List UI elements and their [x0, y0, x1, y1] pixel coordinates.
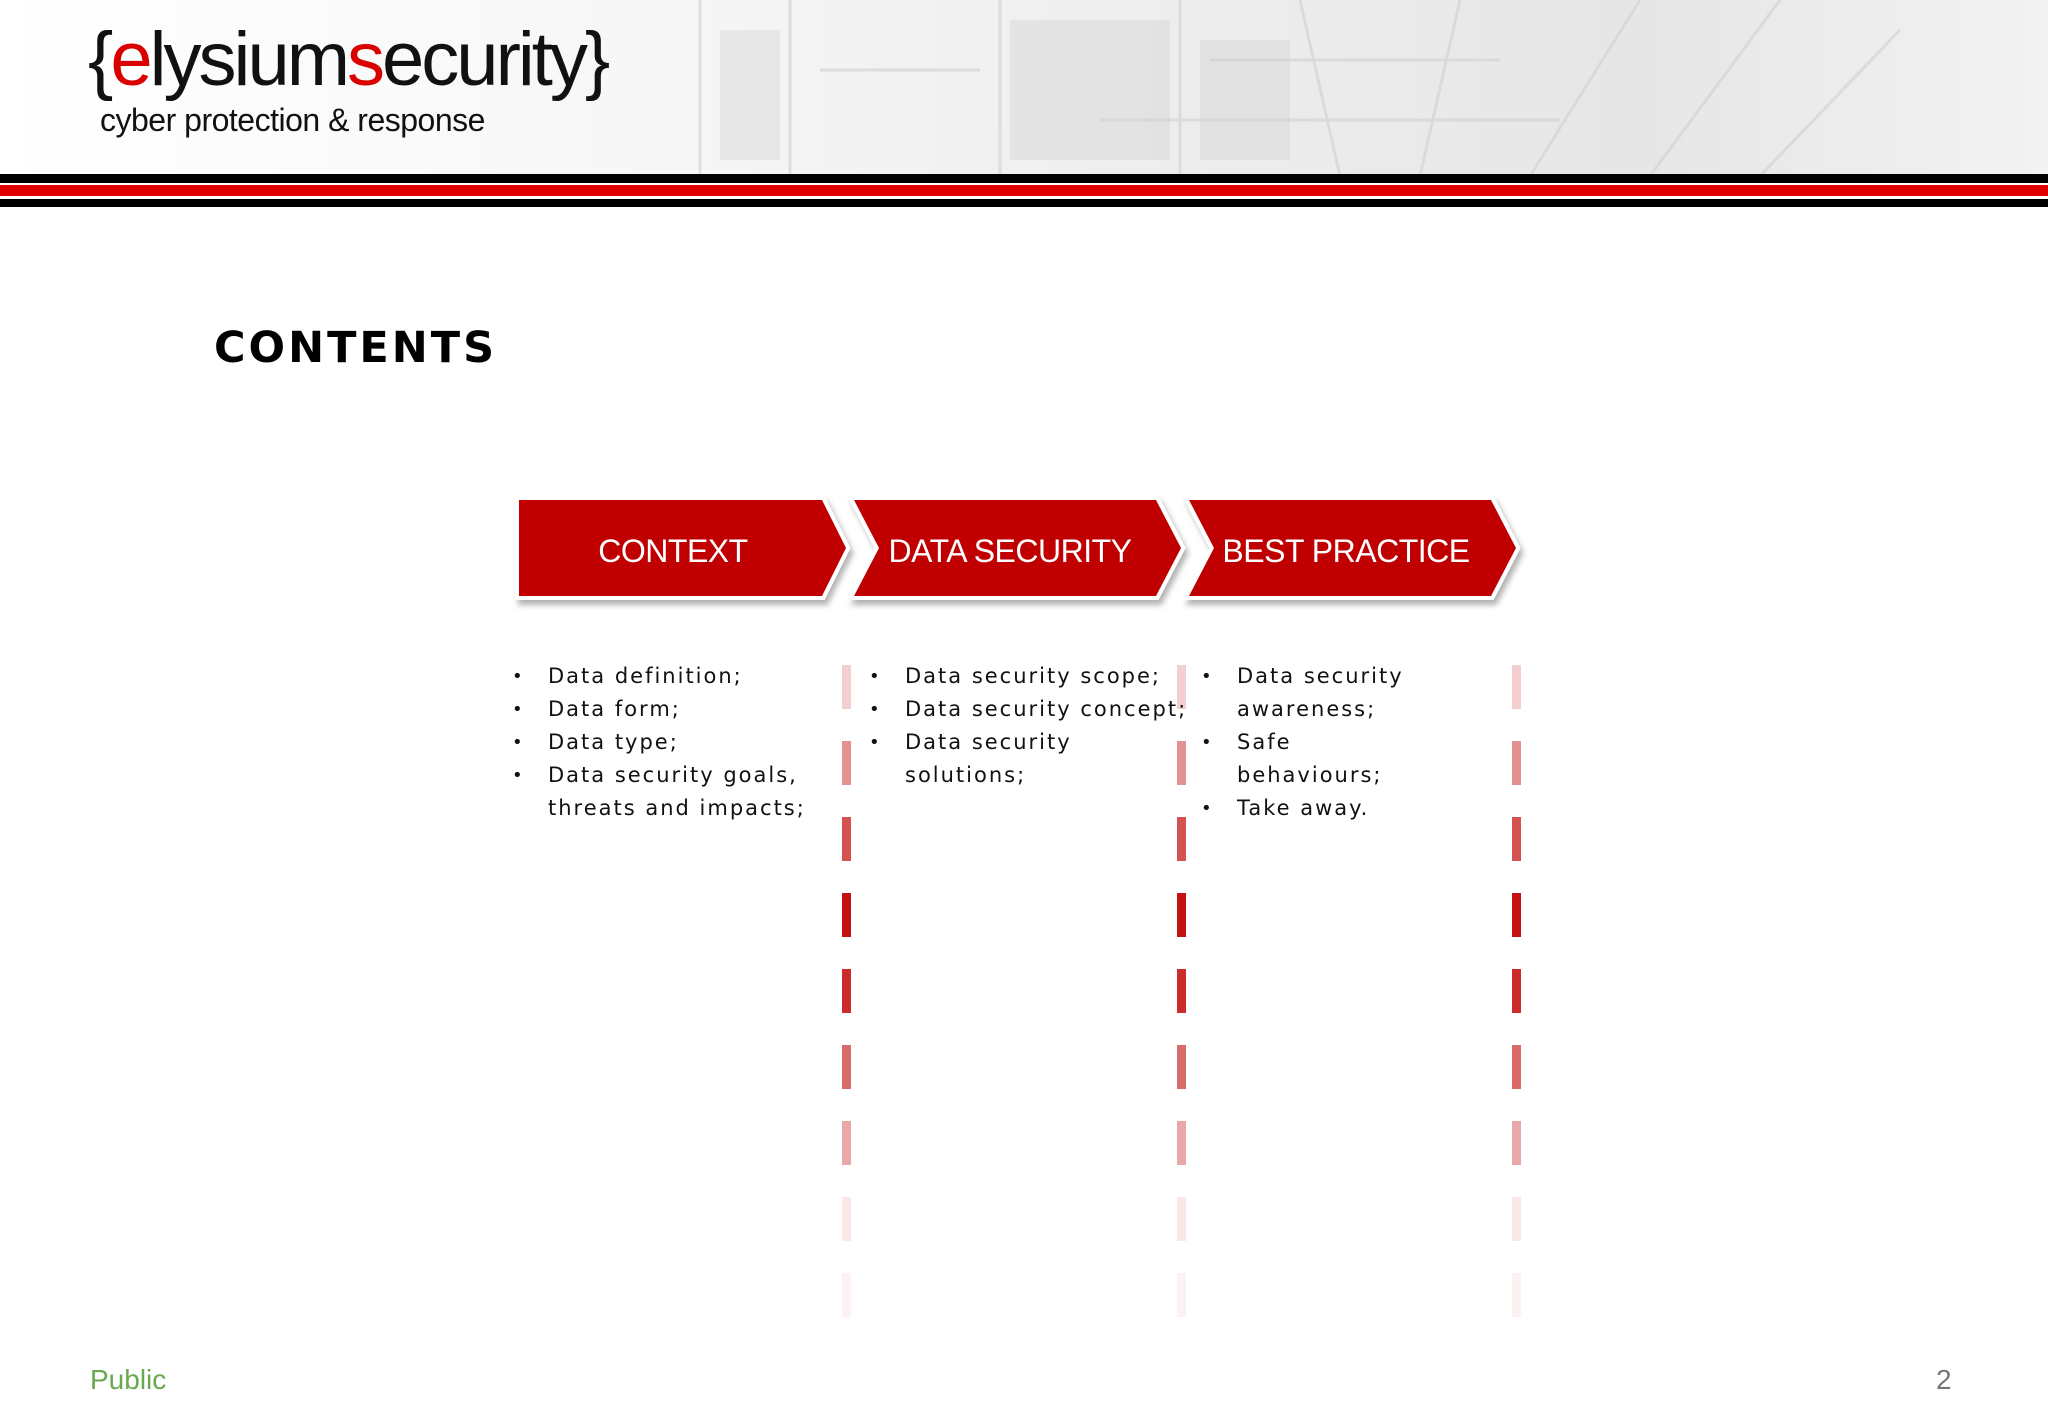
- list-item: • Data type;: [512, 726, 812, 759]
- separator-dash: [1512, 893, 1521, 937]
- list-item: • Take away.: [1201, 792, 1441, 825]
- logo-open-brace: {: [88, 17, 111, 102]
- separator-dash: [842, 1045, 851, 1089]
- separator-dash: [842, 1197, 851, 1241]
- list-item: • Safe behaviours;: [1201, 726, 1441, 792]
- separator-dash: [1512, 665, 1521, 709]
- page-number: 2: [1936, 1364, 1952, 1395]
- chevron-label-best-practice: BEST PRACTICE: [1222, 533, 1470, 569]
- list-item: • Data security goals, threats and impacts;: [512, 759, 812, 825]
- logo-letter-s: s: [347, 17, 383, 102]
- logo-close-brace: }: [584, 17, 608, 102]
- separator-dash: [1512, 969, 1521, 1013]
- separator-dash: [1177, 1273, 1186, 1317]
- best-practice-topic-list: [1201, 660, 1441, 825]
- separator-dash: [1177, 1045, 1186, 1089]
- separator-dash: [1177, 969, 1186, 1013]
- logo-text-lysium: lysium: [149, 17, 348, 102]
- slide-title: CONTENTS: [214, 323, 498, 373]
- chevron-label-context: CONTEXT: [598, 533, 748, 569]
- separator-end: [1512, 665, 1521, 1317]
- list-item: • Data security scope;: [869, 660, 1191, 693]
- data-security-topic-list: [869, 660, 1191, 792]
- separator-dash: [842, 969, 851, 1013]
- separator-dash: [1177, 1121, 1186, 1165]
- list-item: • Data definition;: [512, 660, 812, 693]
- list-item: • Data security concept;: [869, 693, 1191, 726]
- separator-dash: [842, 893, 851, 937]
- list-item: • Data security solutions;: [869, 726, 1191, 792]
- separator-dash: [1512, 1197, 1521, 1241]
- separator-dash: [842, 741, 851, 785]
- classification-label: Public: [90, 1364, 167, 1395]
- separator-dash: [1512, 1273, 1521, 1317]
- separator-dash: [1512, 1045, 1521, 1089]
- chevron-label-data-security: DATA SECURITY: [888, 533, 1132, 569]
- separator-dash: [1512, 741, 1521, 785]
- logo-tagline: cyber protection & response: [100, 102, 485, 138]
- separator-dash: [1512, 817, 1521, 861]
- logo-letter-e: e: [110, 17, 150, 102]
- separator-dash: [842, 665, 851, 709]
- logo-text-ecurity: ecurity: [382, 17, 585, 102]
- context-topic-list: [512, 660, 812, 825]
- separator-dash: [842, 1273, 851, 1317]
- list-item: • Data form;: [512, 693, 812, 726]
- list-item: • Data security awareness;: [1201, 660, 1441, 726]
- separator-context-data-security: [842, 665, 851, 1317]
- separator-dash: [1177, 1197, 1186, 1241]
- separator-dash: [1177, 893, 1186, 937]
- separator-dash: [1177, 817, 1186, 861]
- separator-dash: [842, 1121, 851, 1165]
- separator-dash: [1512, 1121, 1521, 1165]
- separator-dash: [842, 817, 851, 861]
